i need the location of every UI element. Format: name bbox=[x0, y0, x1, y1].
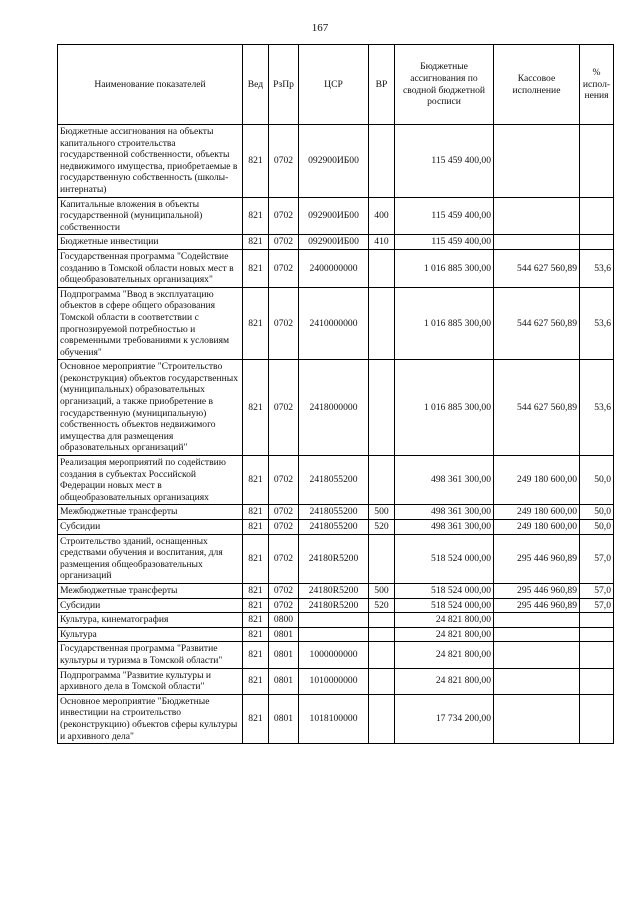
row-name-cell: Государственная программа "Содействие созданию в Томской области новых мест в общеобразовательных организациях" bbox=[58, 249, 243, 287]
table-row bbox=[58, 627, 614, 642]
row-csr-cell: 2410000000 bbox=[299, 287, 369, 360]
row-cash-cell: 295 446 960,89 bbox=[494, 583, 580, 598]
row-name-cell: Основное мероприятие "Бюджетные инвестиции на строительство (реконструкцию) объектов сферы культуры и архивного дела" bbox=[58, 694, 243, 743]
row-pct-cell bbox=[580, 642, 614, 668]
row-csr-cell: 1018100000 bbox=[299, 694, 369, 743]
row-cash-cell: 544 627 560,89 bbox=[494, 287, 580, 360]
table-row bbox=[58, 456, 614, 505]
row-pct-cell: 53,6 bbox=[580, 249, 614, 287]
row-pct-cell: 50,0 bbox=[580, 520, 614, 535]
row-budget-cell: 518 524 000,00 bbox=[395, 534, 494, 583]
row-rzpr-cell: 0702 bbox=[269, 197, 299, 235]
row-rzpr-cell: 0702 bbox=[269, 583, 299, 598]
header-name: Наименование показателей bbox=[58, 45, 243, 125]
row-vr-cell bbox=[369, 627, 395, 642]
row-csr-cell: 1010000000 bbox=[299, 668, 369, 694]
row-vr-cell: 500 bbox=[369, 505, 395, 520]
row-cash-cell: 544 627 560,89 bbox=[494, 360, 580, 456]
row-budget-cell: 24 821 800,00 bbox=[395, 642, 494, 668]
row-csr-cell: 24180R5200 bbox=[299, 598, 369, 613]
row-rzpr-cell: 0702 bbox=[269, 520, 299, 535]
header-cash: Кассовое исполнение bbox=[494, 45, 580, 125]
row-csr-cell: 2418055200 bbox=[299, 520, 369, 535]
row-ved-cell: 821 bbox=[243, 583, 269, 598]
row-vr-cell: 400 bbox=[369, 197, 395, 235]
row-ved-cell: 821 bbox=[243, 627, 269, 642]
row-rzpr-cell: 0702 bbox=[269, 598, 299, 613]
row-vr-cell bbox=[369, 456, 395, 505]
row-budget-cell: 498 361 300,00 bbox=[395, 505, 494, 520]
table-row bbox=[58, 505, 614, 520]
row-rzpr-cell: 0702 bbox=[269, 287, 299, 360]
row-ved-cell: 821 bbox=[243, 520, 269, 535]
row-pct-cell bbox=[580, 125, 614, 198]
row-cash-cell: 295 446 960,89 bbox=[494, 598, 580, 613]
row-pct-cell bbox=[580, 235, 614, 250]
row-vr-cell bbox=[369, 249, 395, 287]
row-name-cell: Культура, кинематография bbox=[58, 613, 243, 628]
row-ved-cell: 821 bbox=[243, 456, 269, 505]
row-csr-cell: 2418000000 bbox=[299, 360, 369, 456]
row-budget-cell: 518 524 000,00 bbox=[395, 583, 494, 598]
row-ved-cell: 821 bbox=[243, 125, 269, 198]
table-row bbox=[58, 534, 614, 583]
row-rzpr-cell: 0800 bbox=[269, 613, 299, 628]
row-csr-cell: 1000000000 bbox=[299, 642, 369, 668]
page-number: 167 bbox=[311, 22, 329, 34]
row-budget-cell: 498 361 300,00 bbox=[395, 456, 494, 505]
row-cash-cell bbox=[494, 694, 580, 743]
row-rzpr-cell: 0702 bbox=[269, 235, 299, 250]
row-budget-cell: 115 459 400,00 bbox=[395, 197, 494, 235]
row-name-cell: Субсидии bbox=[58, 598, 243, 613]
row-cash-cell bbox=[494, 125, 580, 198]
row-cash-cell: 295 446 960,89 bbox=[494, 534, 580, 583]
table-row bbox=[58, 694, 614, 743]
row-name-cell: Государственная программа "Развитие культуры и туризма в Томской области" bbox=[58, 642, 243, 668]
row-vr-cell bbox=[369, 534, 395, 583]
table-row bbox=[58, 360, 614, 456]
row-rzpr-cell: 0702 bbox=[269, 534, 299, 583]
row-csr-cell: 2418055200 bbox=[299, 456, 369, 505]
row-name-cell: Реализация мероприятий по содействию создания в субъектах Российской Федерации новых мест в общеобразовательных организациях bbox=[58, 456, 243, 505]
row-vr-cell: 520 bbox=[369, 598, 395, 613]
row-rzpr-cell: 0702 bbox=[269, 249, 299, 287]
row-rzpr-cell: 0801 bbox=[269, 642, 299, 668]
row-csr-cell: 2400000000 bbox=[299, 249, 369, 287]
row-budget-cell: 24 821 800,00 bbox=[395, 613, 494, 628]
header-budget: Бюджетные ассигнования по сводной бюджетной росписи bbox=[395, 45, 494, 125]
row-vr-cell bbox=[369, 360, 395, 456]
row-budget-cell: 17 734 200,00 bbox=[395, 694, 494, 743]
row-ved-cell: 821 bbox=[243, 642, 269, 668]
table-row bbox=[58, 249, 614, 287]
row-ved-cell: 821 bbox=[243, 613, 269, 628]
row-budget-cell: 1 016 885 300,00 bbox=[395, 360, 494, 456]
row-name-cell: Строительство зданий, оснащенных средствами обучения и воспитания, для размещения общеобразовательных организаций bbox=[58, 534, 243, 583]
row-name-cell: Межбюджетные трансферты bbox=[58, 505, 243, 520]
row-name-cell: Капитальные вложения в объекты государственной (муниципальной) собственности bbox=[58, 197, 243, 235]
row-ved-cell: 821 bbox=[243, 534, 269, 583]
row-cash-cell bbox=[494, 235, 580, 250]
row-pct-cell: 57,0 bbox=[580, 534, 614, 583]
header-vr: ВР bbox=[369, 45, 395, 125]
row-ved-cell: 821 bbox=[243, 360, 269, 456]
row-cash-cell: 249 180 600,00 bbox=[494, 505, 580, 520]
row-vr-cell bbox=[369, 287, 395, 360]
row-budget-cell: 1 016 885 300,00 bbox=[395, 249, 494, 287]
row-ved-cell: 821 bbox=[243, 598, 269, 613]
table-row bbox=[58, 583, 614, 598]
row-csr-cell bbox=[299, 613, 369, 628]
row-vr-cell bbox=[369, 668, 395, 694]
row-ved-cell: 821 bbox=[243, 235, 269, 250]
header-csr: ЦСР bbox=[299, 45, 369, 125]
header-rzpr: РзПр bbox=[269, 45, 299, 125]
row-name-cell: Подпрограмма "Ввод в эксплуатацию объектов в сфере общего образования Томской области в соответствии с прогнозируемой потребностью и современными требованиями к условиям обучения" bbox=[58, 287, 243, 360]
row-cash-cell bbox=[494, 642, 580, 668]
row-rzpr-cell: 0702 bbox=[269, 125, 299, 198]
table-row bbox=[58, 598, 614, 613]
budget-table bbox=[57, 44, 614, 744]
row-csr-cell: 24180R5200 bbox=[299, 534, 369, 583]
row-budget-cell: 1 016 885 300,00 bbox=[395, 287, 494, 360]
table-row bbox=[58, 642, 614, 668]
table-row bbox=[58, 235, 614, 250]
row-vr-cell bbox=[369, 642, 395, 668]
row-cash-cell: 249 180 600,00 bbox=[494, 520, 580, 535]
table-row bbox=[58, 197, 614, 235]
table-row bbox=[58, 287, 614, 360]
row-vr-cell: 410 bbox=[369, 235, 395, 250]
row-pct-cell: 53,6 bbox=[580, 287, 614, 360]
table-row bbox=[58, 668, 614, 694]
table-row bbox=[58, 125, 614, 198]
row-ved-cell: 821 bbox=[243, 505, 269, 520]
row-pct-cell: 50,0 bbox=[580, 456, 614, 505]
row-rzpr-cell: 0702 bbox=[269, 360, 299, 456]
row-budget-cell: 24 821 800,00 bbox=[395, 627, 494, 642]
row-name-cell: Бюджетные ассигнования на объекты капитального строительства государственной собственности, объекты недвижимого имущества, приобретаемые в государственную собственность (школы-интернаты) bbox=[58, 125, 243, 198]
row-name-cell: Бюджетные инвестиции bbox=[58, 235, 243, 250]
row-pct-cell: 57,0 bbox=[580, 583, 614, 598]
row-vr-cell: 500 bbox=[369, 583, 395, 598]
row-cash-cell bbox=[494, 668, 580, 694]
row-pct-cell: 57,0 bbox=[580, 598, 614, 613]
header-pct: % испол-нения bbox=[580, 45, 614, 125]
row-budget-cell: 24 821 800,00 bbox=[395, 668, 494, 694]
row-rzpr-cell: 0702 bbox=[269, 505, 299, 520]
row-pct-cell: 50,0 bbox=[580, 505, 614, 520]
row-ved-cell: 821 bbox=[243, 197, 269, 235]
row-ved-cell: 821 bbox=[243, 287, 269, 360]
row-cash-cell: 249 180 600,00 bbox=[494, 456, 580, 505]
row-name-cell: Основное мероприятие "Строительство (реконструкция) объектов государственных (муниципальных) образовательных организаций, а также приобретение в государственную (муниципальную) собственность объектов недвижимого имущества для размещения образовательных организаций" bbox=[58, 360, 243, 456]
row-csr-cell bbox=[299, 627, 369, 642]
row-pct-cell bbox=[580, 627, 614, 642]
row-budget-cell: 498 361 300,00 bbox=[395, 520, 494, 535]
row-csr-cell: 24180R5200 bbox=[299, 583, 369, 598]
row-vr-cell bbox=[369, 613, 395, 628]
row-ved-cell: 821 bbox=[243, 249, 269, 287]
row-rzpr-cell: 0702 bbox=[269, 456, 299, 505]
table-row bbox=[58, 520, 614, 535]
row-cash-cell bbox=[494, 627, 580, 642]
row-name-cell: Подпрограмма "Развитие культуры и архивного дела в Томской области" bbox=[58, 668, 243, 694]
row-rzpr-cell: 0801 bbox=[269, 694, 299, 743]
row-budget-cell: 115 459 400,00 bbox=[395, 125, 494, 198]
table-header-row bbox=[58, 45, 614, 125]
row-ved-cell: 821 bbox=[243, 694, 269, 743]
row-cash-cell bbox=[494, 613, 580, 628]
row-pct-cell: 53,6 bbox=[580, 360, 614, 456]
row-ved-cell: 821 bbox=[243, 668, 269, 694]
row-rzpr-cell: 0801 bbox=[269, 627, 299, 642]
row-budget-cell: 518 524 000,00 bbox=[395, 598, 494, 613]
row-name-cell: Межбюджетные трансферты bbox=[58, 583, 243, 598]
row-rzpr-cell: 0801 bbox=[269, 668, 299, 694]
row-csr-cell: 092900ИБ00 bbox=[299, 235, 369, 250]
row-pct-cell bbox=[580, 694, 614, 743]
row-pct-cell bbox=[580, 197, 614, 235]
table-body bbox=[58, 125, 614, 744]
row-csr-cell: 092900ИБ00 bbox=[299, 125, 369, 198]
row-name-cell: Культура bbox=[58, 627, 243, 642]
table-row bbox=[58, 613, 614, 628]
row-vr-cell bbox=[369, 125, 395, 198]
header-ved: Вед bbox=[243, 45, 269, 125]
row-budget-cell: 115 459 400,00 bbox=[395, 235, 494, 250]
row-csr-cell: 2418055200 bbox=[299, 505, 369, 520]
row-pct-cell bbox=[580, 668, 614, 694]
row-cash-cell bbox=[494, 197, 580, 235]
row-vr-cell bbox=[369, 694, 395, 743]
row-csr-cell: 092900ИБ00 bbox=[299, 197, 369, 235]
row-name-cell: Субсидии bbox=[58, 520, 243, 535]
row-cash-cell: 544 627 560,89 bbox=[494, 249, 580, 287]
row-vr-cell: 520 bbox=[369, 520, 395, 535]
row-pct-cell bbox=[580, 613, 614, 628]
